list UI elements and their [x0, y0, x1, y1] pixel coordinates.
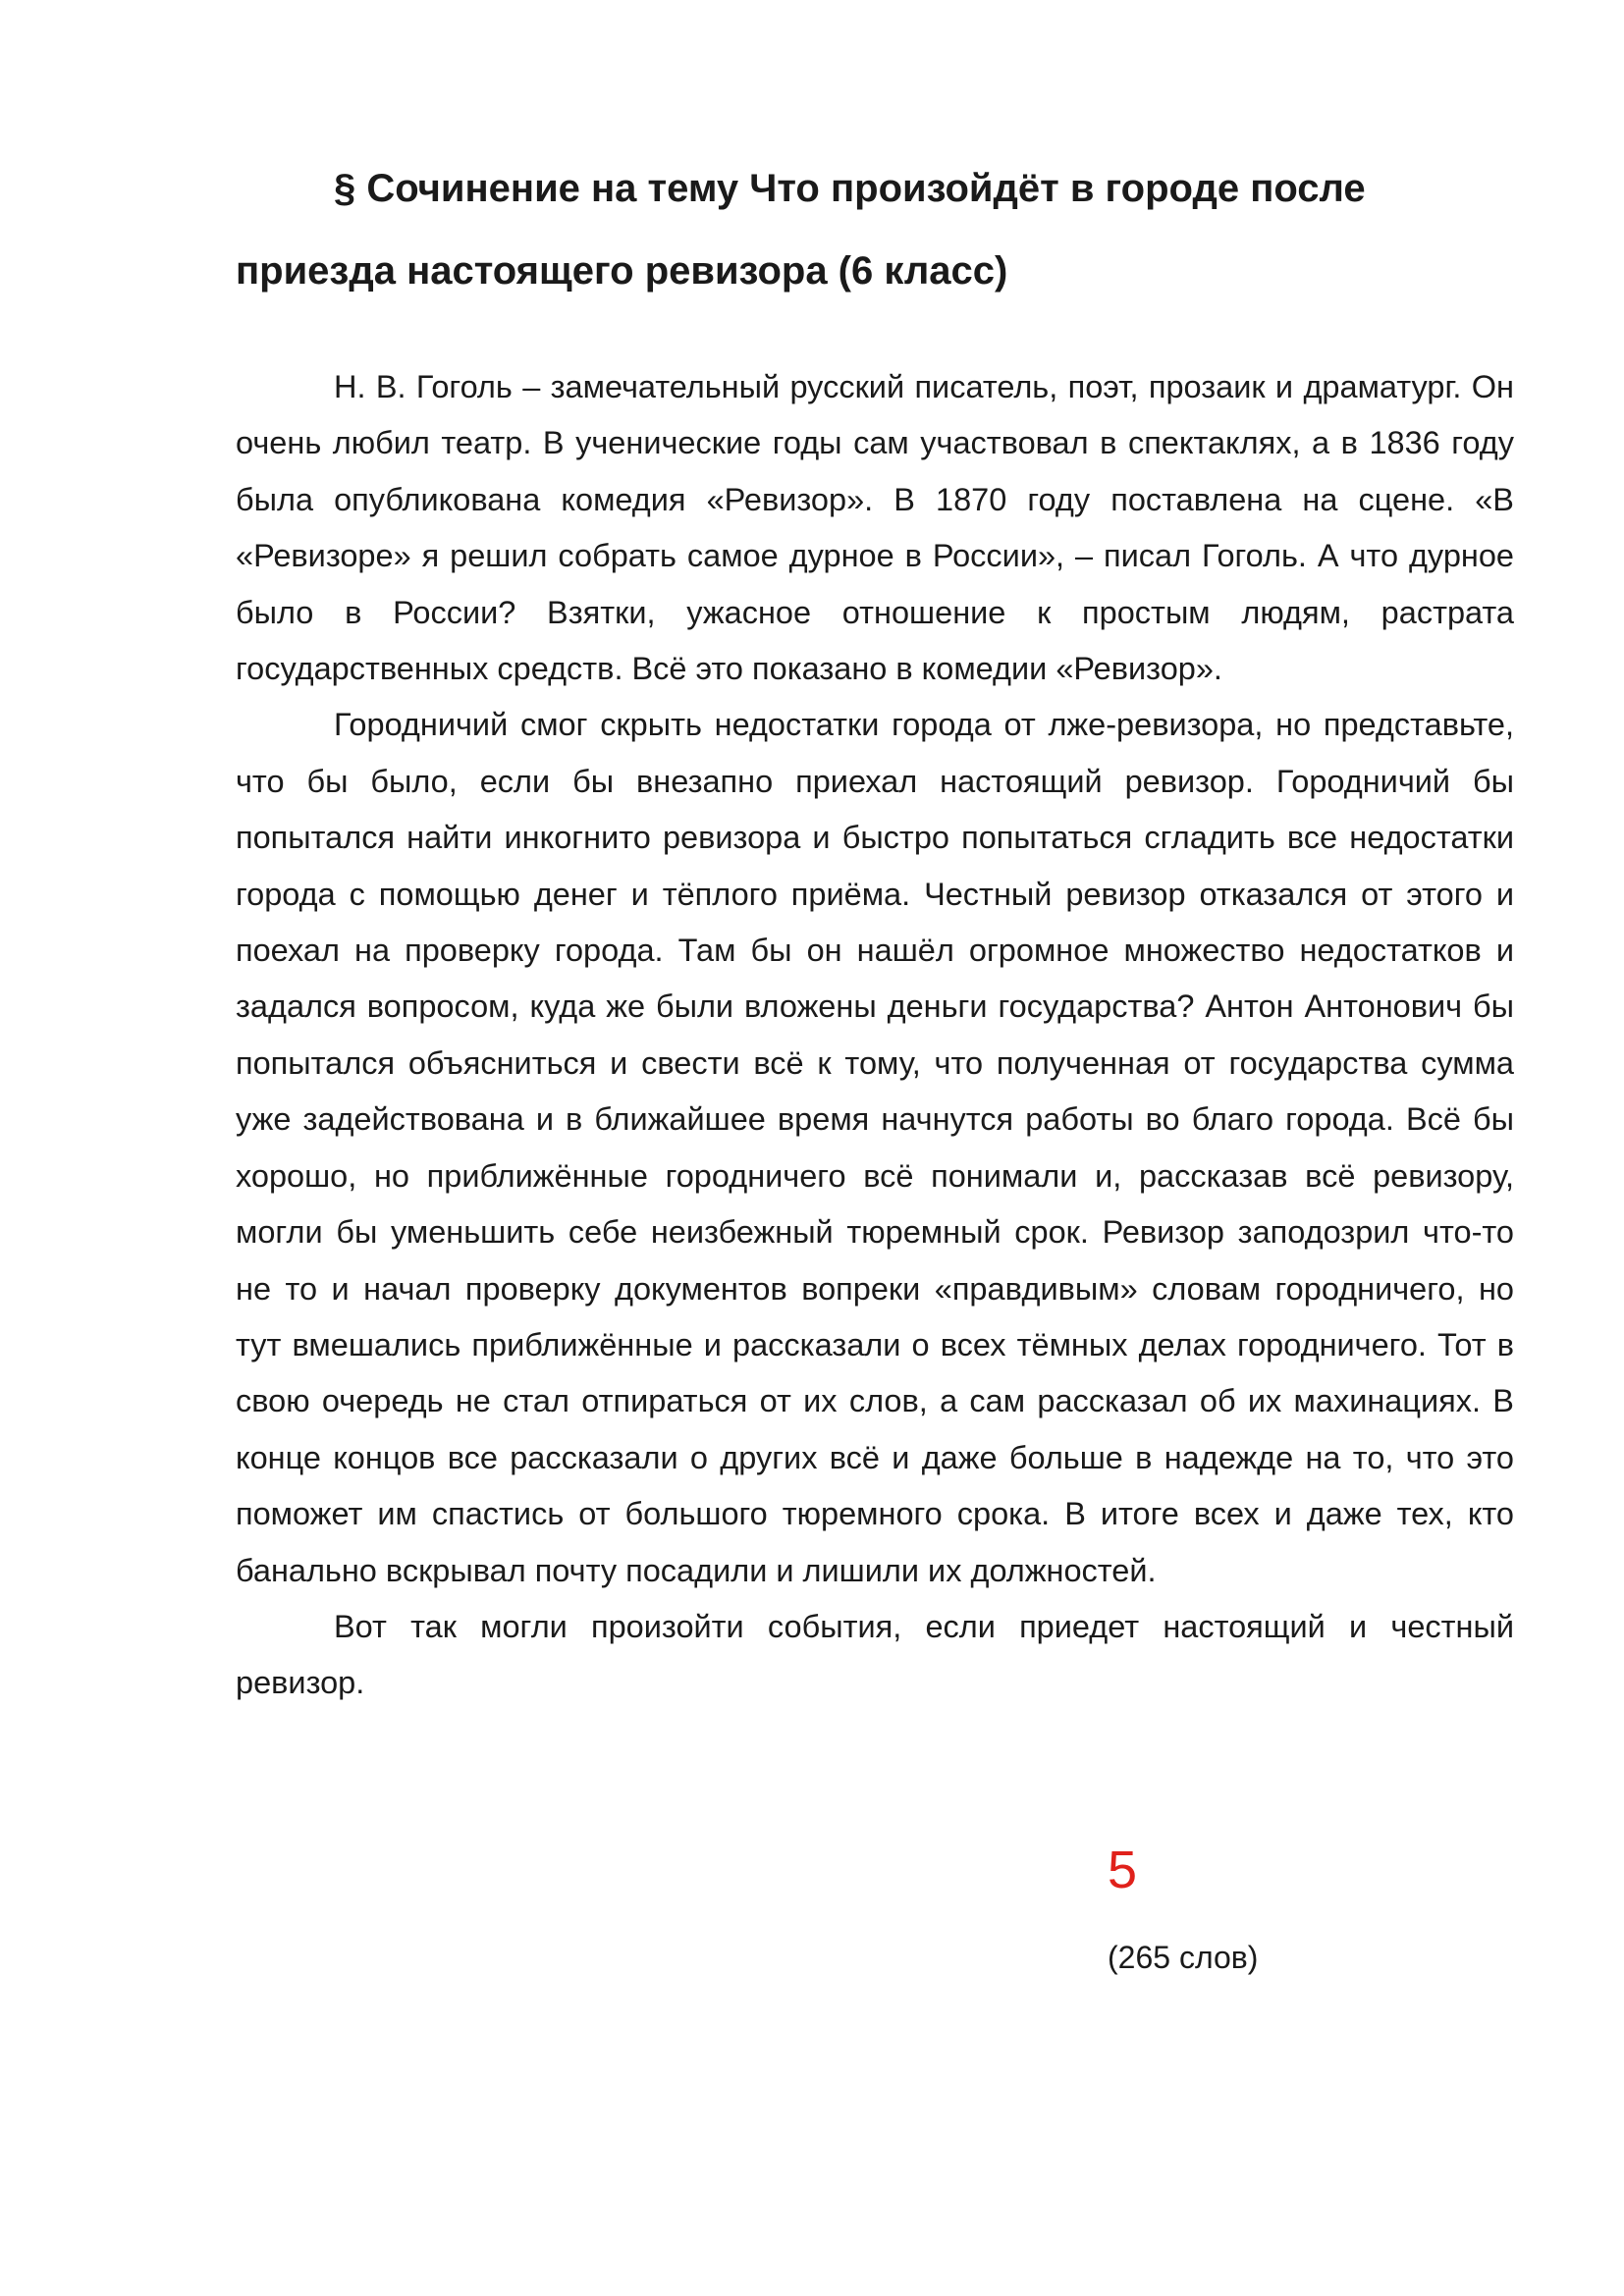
- paragraph-conclusion: Вот так могли произойти события, если приедет настоящий и честный ревизор.: [236, 1608, 1514, 1701]
- essay-body: [236, 147, 1514, 1712]
- essay-title: § Сочинение на тему Что произойдёт в городе после приезда настоящего ревизора (6 класс): [236, 167, 1366, 293]
- grade-mark: 5: [1108, 1841, 1138, 1899]
- paragraph-intro: Н. В. Гоголь – замечательный русский писатель, поэт, прозаик и драматург. Он очень любил театр. В ученические годы сам участвовал в спектаклях, а в 1836 году была опубликована комедия «Ревизор». В 1870 году поставлена на сцене. «В «Ревизоре» я решил собрать самое дурное в России», – писал Гоголь. А что дурное было в России? Взятки, ужасное отношение к простым людям, растрата государственных средств. Всё это показано в комедии «Ревизор».: [236, 369, 1514, 687]
- paragraph-main: Городничий смог скрыть недостатки города от лже-ревизора, но представьте, что бы было, если бы внезапно приехал настоящий ревизор. Городничий бы попытался найти инкогнито ревизора и быстро попытаться сгладить все недостатки города с помощью денег и тёплого приёма. Честный ревизор отказался от этого и поехал на проверку города. Там бы он нашёл огромное множество недостатков и задался вопросом, куда же были вложены деньги государства? Антон Антонович бы попытался объясниться и свести всё к тому, что полученная от государства сумма уже задействована и в ближайшее время начнутся работы во благо города. Всё бы хорошо, но приближённые городничего всё понимали и, рассказав всё ревизору, могли бы уменьшить себе неизбежный тюремный срок. Ревизор заподозрил что-то не то и начал проверку документов вопреки «правдивым» словам городничего, но тут вмешались приближённые и рассказали о всех тёмных делах городничего. Тот в свою очередь не стал отпираться от их слов, а сам рассказал об их махинациях. В конце концов все рассказали о других всё и даже больше в надежде на то, что это поможет им спастись от большого тюремного срока. В итоге всех и даже тех, кто банально вскрывал почту посадили и лишили их должностей.: [236, 707, 1514, 1588]
- word-count: (265 слов): [1108, 1940, 1259, 1975]
